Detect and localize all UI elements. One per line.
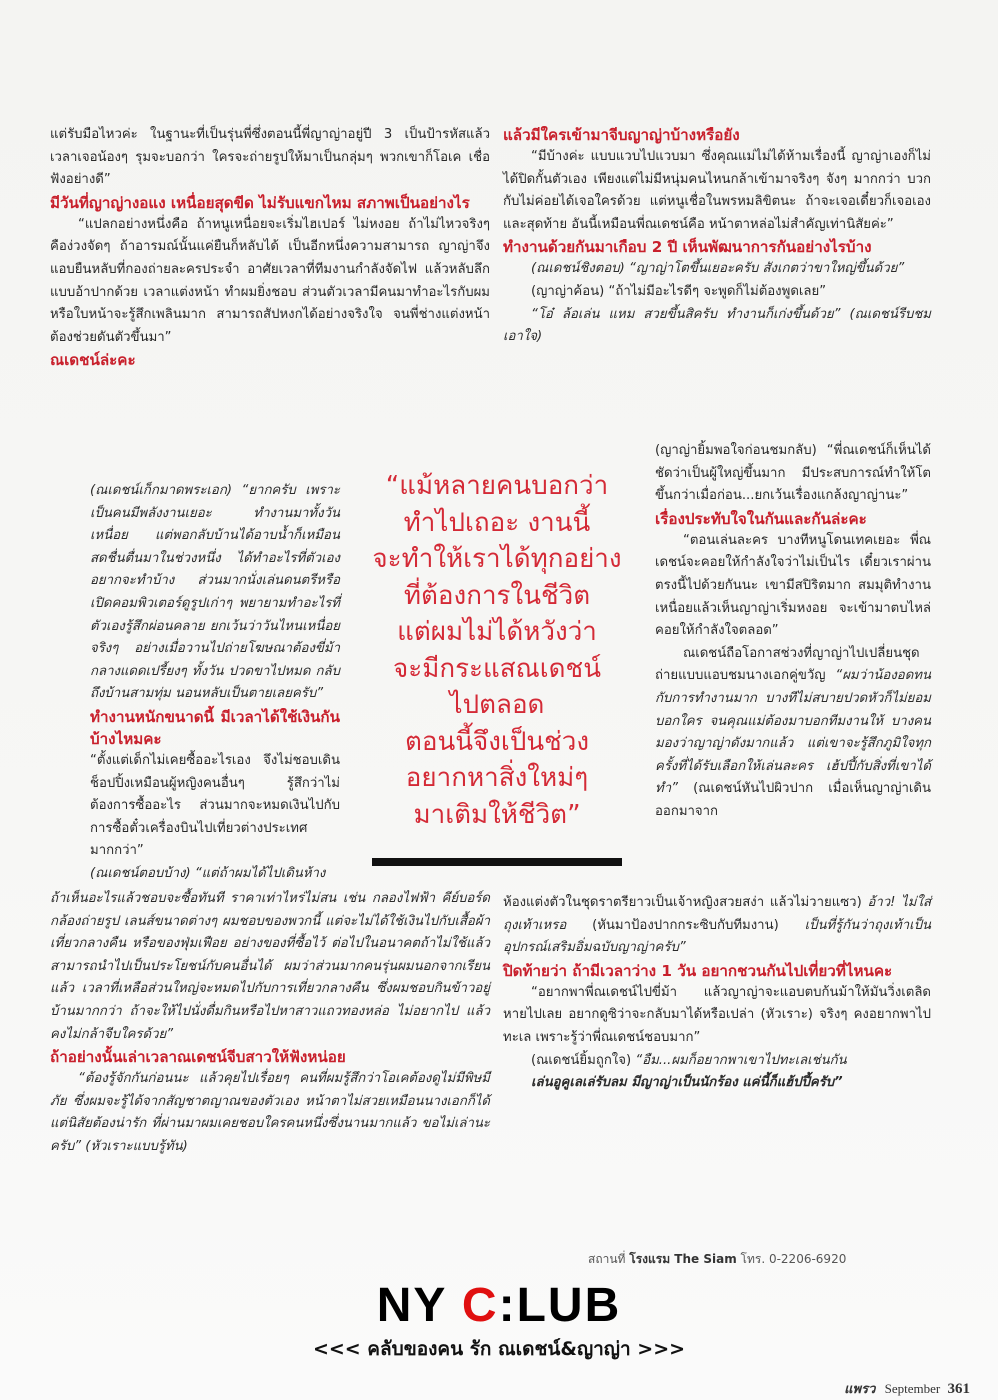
- paragraph-suitors: “มีบ้างค่ะ แบบแวบไปแวบมา ซึ่งคุณแม่ไม่ได้ห้ามเรื่องนี้ ญาญ่าเองก็ไม่ได้ปิดกั้นตัวเอง เพียงแต่ไม่มีหนุ่มคนไหนกล้าเข้ามาจริงๆ จังๆ มากกว่า บวกกับไม่ค่อยได้เจอใครด้วย แต่หนูเชื่อในพรหมลิขิตนะ ถ้าจะเจอเดี๋ยวก็เจอเอง และสุดท้าย อันนี้เหมือนพี่ณเดชน์คือ หน้าตาหล่อไม่สำคัญเท่านิสัยค่ะ”: [503, 149, 931, 232]
- right-column-lower: [503, 892, 931, 1095]
- left-column-lower: [50, 888, 490, 1159]
- right-column-narrow: [655, 440, 931, 824]
- paragraph-free-day: “อยากพาพี่ณเดชน์ไปขี่ม้า แล้วญาญ่าจะแอบตบก้นม้าให้มันวิ่งเตลิดหายไปเลย อยากดูซิว่าจะกลับมาได้หรือเปล่า (หัวเราะ) จริงๆ คงอยากพาไปทะเล เพราะรู้ว่าพี่ณเดชน์ชอบมาก”: [503, 984, 931, 1045]
- paragraph-impressions: “ตอนเล่นละคร บางทีหนูโดนเทคเยอะ พี่ณเดชน์จะคอยให้กำลังใจว่าไม่เป็นไร เดี๋ยวเราผ่านตรงนี้ไปด้วยกันนะ เขามีสปิริตมาก สมมุติทำงานเหนื่อยแล้วเห็นญาญ่าเริ่มหงอย จะเข้ามาตบไหล่คอยให้กำลังใจตลอด”: [655, 532, 931, 639]
- paragraph-ukulele: เล่นอูคูเลเล่รับลม มีญาญ่าเป็นนักร้อง แค่นี้ก็แฮ้ปปี้ครับ”: [531, 1075, 843, 1091]
- heading-courting: ถ้าอย่างนั้นเล่าเวลาณเดชน์จีบสาวให้ฟังหน่อย: [50, 1048, 346, 1067]
- pull-quote: [372, 468, 622, 833]
- paragraph-spending: “ตั้งแต่เด็กไม่เคยซื้ออะไรเอง จึงไม่ชอบเดินช็อปปิ้งเหมือนผู้หญิงคนอื่นๆ รู้สึกว่าไม่ต้องการซื้ออะไร ส่วนมากจะหมดเงินไปกับการซื้อตั๋วเครื่องบินไปเที่ยวต่างประเทศมากกว่า”: [90, 752, 340, 859]
- heading-suitors: แล้วมีใครเข้ามาจีบญาญ่าบ้างหรือยัง: [503, 126, 740, 144]
- quote-line: จะมีกระแสณเดชน์: [393, 653, 601, 684]
- paragraph-gown: ห้องแต่งตัวในชุดราตรียาวเป็นเจ้าหญิงสวยสง่า แล้วไม่วายแซว) อ้าว! ไม่ใส่ถุงเท้าเหรอ (หันมาป้องปากกระซิบกับทีมงาน) เป็นที่รู้กันว่าถุงเท้าเป็นอุปกรณ์เสริมอิ่มฉบับญาญ่าครับ”: [503, 895, 931, 956]
- paragraph-grew-up: (ณเดชน์ชิงตอบ) “ญาญ่าโตขึ้นเยอะครับ สังเกตว่าขาใหญ่ขึ้นด้วย”: [531, 261, 905, 277]
- quote-line: จะทำให้เราได้ทุกอย่าง: [372, 544, 622, 574]
- paragraph-praise: ณเดชน์ถือโอกาสช่วงที่ญาญ่าไปเปลี่ยนชุดถ่ายแบบแอบชมนางเอกคู่ขวัญ “ผมว่าน้องอดทนกับการทำงานมาก บางทีไม่สบายปวดหัวก็ไม่ยอมบอกใคร จนคุณแม่ต้องมาบอกทีมงานให้ บางคนมองว่าญาญ่าดังมากแล้ว แต่เขาจะรู้สึกภูมิใจทุกครั้งที่ได้รับเลือกให้เล่นละคร เฮ้ปปี้กับสิ่งที่เขาได้ทำ” (ณเดชน์หันไปผิวปาก เมื่อเห็นญาญ่าเดินออกมาจาก: [655, 645, 931, 819]
- paragraph-courting: “ต้องรู้จักกันก่อนนะ แล้วคุยไปเรื่อยๆ คนที่ผมรู้สึกว่าโอเคต้องดูไม่มีพิษมีภัย ซึ่งผมจะรู้ได้จากสัญชาตญาณของตัวเอง หน้าตาไม่สวยเหมือนนางเอกก็ได้ แต่นิสัยต้องน่ารัก ที่ผ่านมาผมเคยชอบใครคนหนึ่งซึ่งนานมากแล้ว ขอไม่เล่านะครับ” (หัวเราะแบบรู้ทัน): [50, 1071, 490, 1154]
- quote-line: ตอนนี้จึงเป็นช่วง: [404, 726, 590, 757]
- heading-free-day: ปิดท้ายว่า ถ้ามีเวลาว่าง 1 วัน อยากชวนกันไปเที่ยวที่ไหนคะ: [503, 961, 893, 980]
- left-column-upper: [50, 124, 490, 371]
- quote-divider-bar: [372, 858, 622, 866]
- magazine-name: แพรว: [844, 1381, 876, 1396]
- quote-line: ไปตลอด: [449, 690, 545, 720]
- issue-month: September: [884, 1381, 941, 1396]
- quote-line: “แม้หลายคนบอกว่า: [385, 471, 609, 501]
- heading-nadech: ณเดชน์ล่ะคะ: [50, 351, 136, 370]
- left-column-narrow: [90, 480, 340, 886]
- quote-line: มาเติมให้ชีวิต”: [413, 799, 581, 830]
- paragraph-beach: (ณเดชน์ยิ้มถูกใจ) “อืม...ผมก็อยากพาเขาไปทะเลเช่นกัน: [531, 1052, 847, 1068]
- paragraph-compliment: (ญาญ่ายิ้มพอใจก่อนชมกลับ) “พี่ณเดชน์ก็เห็นได้ชัดว่าเป็นผู้ใหญ่ขึ้นมาก มีประสบการณ์ทำให้โตขึ้นกว่าเมื่อก่อน...ยกเว้นเรื่องแกล้งญาญ่านะ”: [655, 443, 931, 504]
- club-logo: NY C:LUB: [376, 1279, 622, 1332]
- location-credit: สถานที่ โรงแรม The Siam โทร. 0-2206-6920: [588, 1252, 847, 1266]
- paragraph-mall: (ณเดชน์ตอบบ้าง) “แต่ถ้าผมได้ไปเดินห้าง: [90, 865, 326, 881]
- quote-line: ที่ต้องการในชีวิต: [403, 580, 591, 611]
- intro-paragraph: แต่รับมือไหวค่ะ ในฐานะที่เป็นรุ่นพี่ซึ่งตอนนี้พี่ญาญ่าอยู่ปี 3 เป็นป้ารหัสแล้ว เวลาเจอน้องๆ รุมจะบอกว่า ใครจะถ่ายรูปให้มาเป็นกลุ่มๆ พวกเขาก็โอเค เชื่อฟังอย่างดี”: [50, 127, 490, 188]
- heading-spending: ทำงานหนักขนาดนี้ มีเวลาได้ใช้เงินกันบ้างไหมคะ: [90, 707, 340, 748]
- page-number: 361: [947, 1381, 970, 1397]
- paragraph-nadech: (ณเดชน์เก็กมาดพระเอก) “ยากครับ เพราะเป็นคนมีพลังงานเยอะ ทำงานมาทั้งวันเหนื่อย แต่พอกลับบ้านได้อาบน้ำก็เหมือนสดชื่นตื่นมาในช่วงหนึ่ง ได้ทำอะไรที่ตัวเองอยากจะทำบ้าง ส่วนมากนั่งเล่นดนตรีหรือเปิดคอมพิวเตอร์ดูรูปเก่าๆ พยายามทำอะไรที่ตัวเองรู้สึกผ่อนคลาย ยกเว้นว่าวันไหนเหนื่อยจริงๆ อย่างเมื่อวานไปถ่ายโฆษณาต้องขี่ม้ากลางแดดเปรี้ยงๆ ทั้งวัน ปวดขาไปหมด กลับถึงบ้านสามทุ่ม นอนหลับเป็นตายเลยครับ”: [90, 483, 340, 702]
- heading-impressions: เรื่องประทับใจในกันและกันล่ะคะ: [655, 509, 867, 528]
- right-column-upper: [503, 124, 931, 349]
- quote-line: อยากหาสิ่งใหม่ๆ: [405, 763, 589, 793]
- paragraph-joking: “โอ๋ ล้อเล่น แหม สวยขึ้นสิครับ ทำงานก็เก่งขึ้นด้วย” (ณเดชน์รีบชมเอาใจ): [503, 306, 931, 345]
- quote-line: ทำไปเถอะ งานนี้: [403, 507, 591, 538]
- page-folio: [844, 1378, 970, 1399]
- heading-two-years: ทำงานด้วยกันมาเกือบ 2 ปี เห็นพัฒนาการกันอย่างไรบ้าง: [503, 238, 872, 257]
- paragraph-tired: “แปลกอย่างหนึ่งคือ ถ้าหนูเหนื่อยจะเริ่มไฮเปอร์ ไม่หงอย ถ้าไม่ไหวจริงๆ คือง่วงจัดๆ ถ้าอารมณ์นั้นแค่ยืนก็หลับได้ เป็นอีกหนึ่งความสามารถ ญาญ่าจึงแอบยืนหลับที่กองถ่ายละครประจำ อาศัยเวลาที่ทีมงานกำลังจัดไฟ แล้วหลับลึกแบบอ้าปากด้วย เวลาแต่งหน้า ทำผมยิ่งชอบ ส่วนตัวเวลามีคนมาทำอะไรกับผมหรือใบหน้าจะรู้สึกเพลินมาก สามารถสัปหงกได้อย่างจริงใจ จนพี่ช่างแต่งหน้าต้องช่วยดันตัวขึ้นมา”: [50, 216, 490, 345]
- quote-line: แต่ผมไม่ได้หวังว่า: [397, 617, 597, 647]
- paragraph-pout: (ญาญ่าค้อน) “ถ้าไม่มีอะไรดีๆ จะพูดก็ไม่ต้องพูดเลย”: [531, 283, 827, 299]
- club-tagline: <<< คลับของคน รัก ณเดชน์&ญาญ่า >>>: [312, 1338, 686, 1360]
- paragraph-shopping: ถ้าเห็นอะไรแล้วชอบจะซื้อทันที ราคาเท่าไหร่ไม่สน เช่น กลองไฟฟ้า คีย์บอร์ด กล้องถ่ายรูป เลนส์ขนาดต่างๆ ผมชอบของพวกนี้ แต่จะไม่ได้ใช้เงินไปกับเสื้อผ้า เที่ยวกลางคืน หรือของฟุ่มเฟือย อย่างของที่ซื้อไว้ ต่อไปในอนาคตถ้าไม่ใช้แล้วสามารถนำไปเป็นประโยชน์กับคนอื่นได้ ผมว่าส่วนมากคนรุ่นผมนอกจากเรียนแล้ว เวลาที่เหลือส่วนใหญ่จะหมดไปกับการเที่ยวกลางคืน ซึ่งผมชอบกินข้าวอยู่บ้านมากกว่า ถ้าจะให้ไปนั่งดื่มกินหรือไปหาสาวแถวทองหล่อ ไม่อยากไป แล้วคงไม่กล้าจีบใครด้วย”: [50, 891, 490, 1042]
- heading-tired: มีวันที่ญาญ่างอแง เหนื่อยสุดขีด ไม่รับแขกไหม สภาพเป็นอย่างไร: [50, 193, 470, 212]
